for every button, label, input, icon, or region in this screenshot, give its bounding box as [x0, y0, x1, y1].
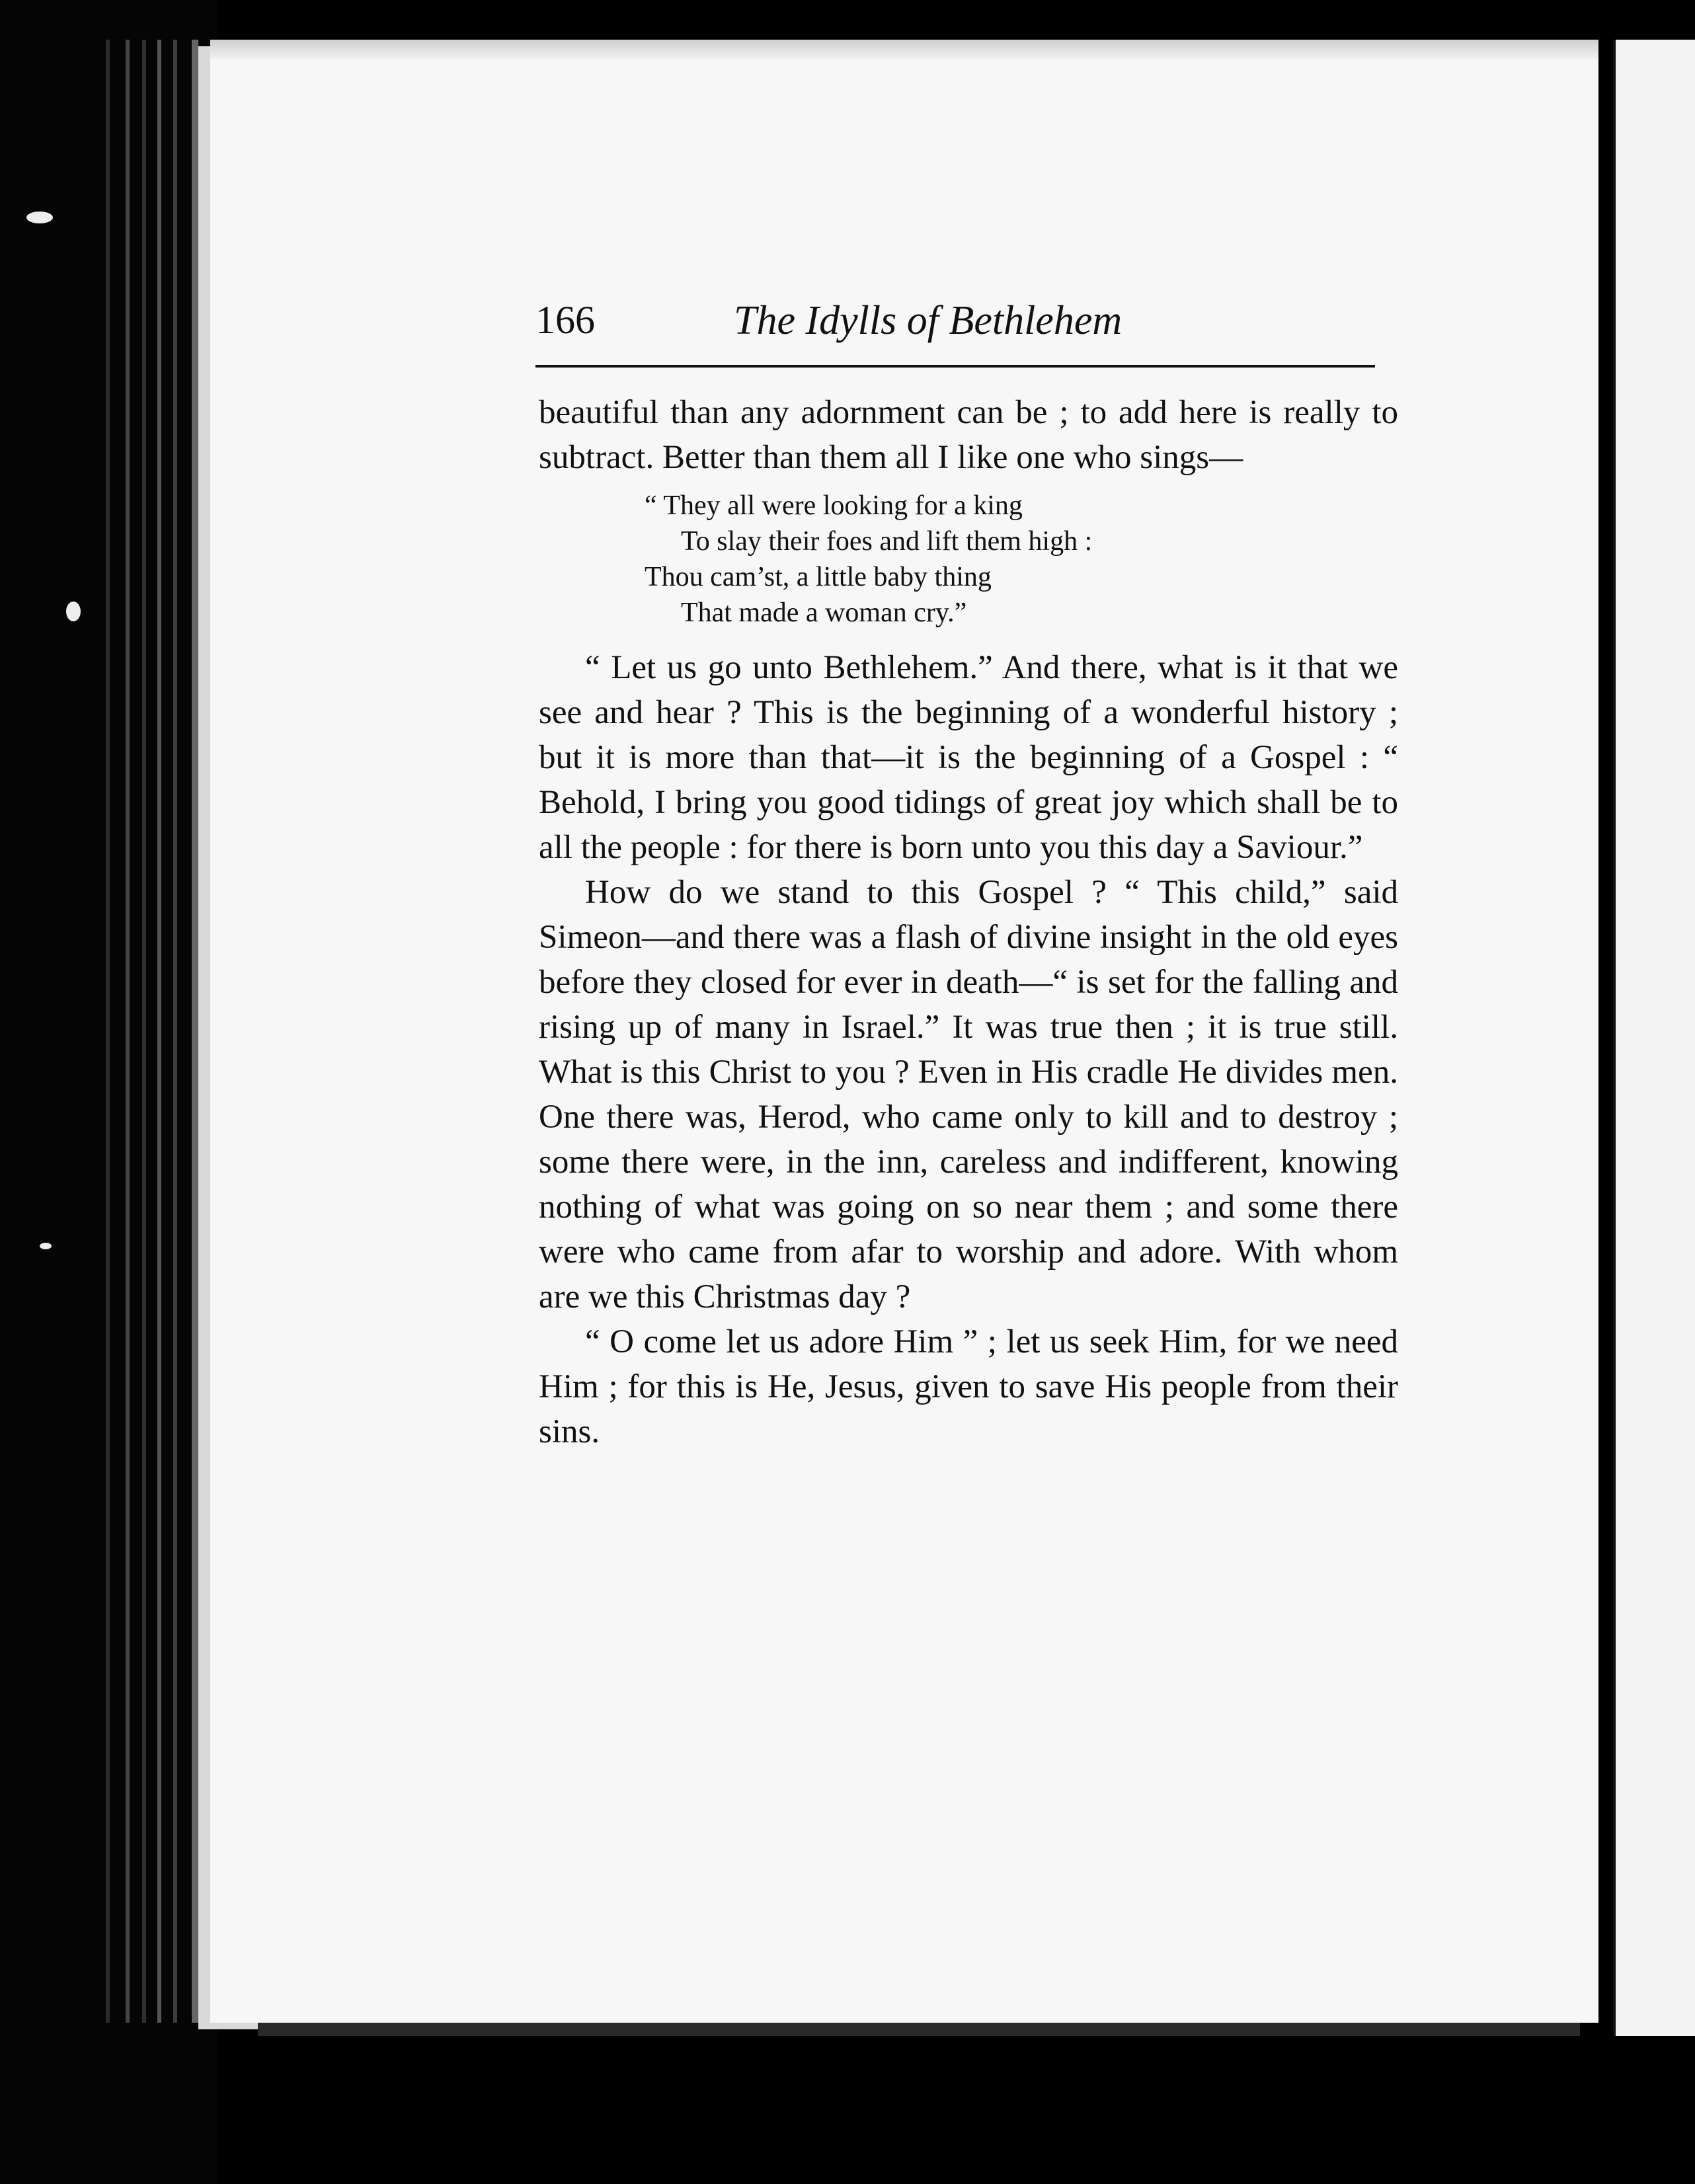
paper-speck — [26, 212, 53, 223]
page-edge — [106, 40, 110, 2023]
paragraph-1: beautiful than any adornment can be ; to add here is really to subtract. Better than them all I like one who sings— — [539, 394, 1398, 476]
page-edge — [157, 40, 161, 2023]
paper-speck — [66, 602, 81, 621]
facing-page-edge — [1613, 40, 1695, 2036]
poem-line-3: Thou cam’st, a little baby thing — [645, 562, 992, 592]
body-text — [539, 390, 1398, 1454]
page-bottom-edge — [258, 2023, 1580, 2036]
paragraph-4: “ O come let us adore Him ” ; let us seek Him, for we need Him ; for this is He, Jesus, given to save His people from their sins. — [539, 1323, 1398, 1450]
page-edge — [142, 40, 146, 2023]
page-number: 166 — [535, 298, 595, 342]
header-rule — [535, 365, 1375, 368]
page-edge — [126, 40, 130, 2023]
paper-speck — [40, 1243, 52, 1249]
book-title: The Idylls of Bethlehem — [734, 298, 1123, 343]
poem-line-1: “ They all were looking for a king — [645, 490, 1023, 521]
poem-line-4: That made a woman cry.” — [681, 598, 967, 628]
book-spine — [0, 0, 218, 2184]
page-top-edge — [210, 40, 1598, 59]
poem-quote — [645, 488, 1398, 631]
paragraph-3: How do we stand to this Gospel ? “ This child,” said Simeon—and there was a flash of divine insight in the old eyes before they closed for ever in death—“ is set for the falling and rising up of many in Israel.” It was true then ; it is true still. What is this Christ to you ? Even in His cradle He divides men. One there was, Herod, who came only to kill and to destroy ; some there were, in the inn, careless and indifferent, knowing nothing of what was going on so near them ; and some there were who came from afar to worship and adore. With whom are we this Christmas day ? — [539, 874, 1398, 1315]
paragraph-2: “ Let us go unto Bethlehem.” And there, what is it that we see and hear ? This is the beginning of a wonderful history ; but it is more than that—it is the beginning of a Gospel : “ Behold, I bring you good tidings of great joy which shall be to all the people : for there is born unto you this day a Saviour.” — [539, 649, 1398, 866]
page-edge — [192, 40, 198, 2023]
poem-line-2: To slay their foes and lift them high : — [681, 526, 1093, 557]
running-head — [535, 297, 1375, 350]
page-edge — [173, 40, 177, 2023]
